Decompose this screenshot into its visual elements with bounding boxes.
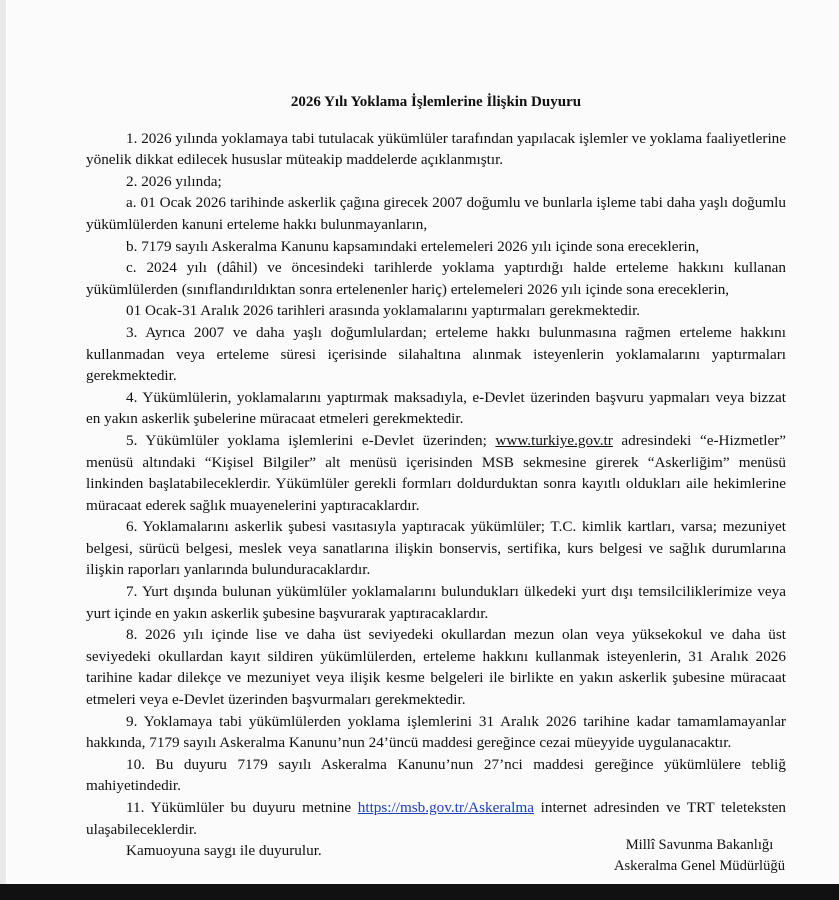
item-11-text-start: 11. Yükümlüler bu duyuru metnine bbox=[126, 799, 358, 816]
item-11-text-end: internet adresinden ve TRT teleteksten ulaşabileceklerdir. bbox=[86, 799, 786, 838]
item-5-text-start: 5. Yükümlüler yoklama işlemlerini e-Devlet üzerinden; bbox=[126, 431, 496, 449]
signature-block bbox=[614, 835, 785, 877]
item-2-conclusion: 01 Ocak-31 Aralık 2026 tarihleri arasında yoklamalarını yaptırmaları gerekmektedir. bbox=[126, 302, 641, 320]
item-11 bbox=[86, 797, 786, 840]
signature-directorate: Askeralma Genel Müdürlüğü bbox=[613, 858, 785, 874]
item-3: 3. Ayrıca 2007 ve daha yaşlı doğumlulardan; erteleme hakkı bulunmasına rağmen erteleme hakkını kullanmadan veya erteleme süresi içerisinde silahaltına alınmak isteyenlerin yoklamalarını yaptırmaları gerekmektedir. bbox=[86, 323, 786, 385]
item-5 bbox=[86, 430, 786, 516]
closing-line: Kamuoyuna saygı ile duyurulur. bbox=[126, 842, 322, 860]
page-edge bbox=[0, 0, 6, 900]
item-10: 10. Bu duyuru 7179 sayılı Askeralma Kanunu’nun 27’nci maddesi gereğince yükümlülere tebliğ mahiyetindedir. bbox=[86, 755, 786, 795]
item-7: 7. Yurt dışında bulunan yükümlüler yoklamalarını bulundukları ülkedeki yurt dışı temsilciliklerimize veya yurt içinde en yakın askerlik şubesine başvurarak yaptıracaklardır. bbox=[86, 583, 786, 622]
item-5-text-end: adresindeki “e-Hizmetler” menüsü altındaki “Kişisel Bilgiler” alt menüsü içerisinden MSB sekmesine girerek “Askerliğim” menüsü linkinden başlatabileceklerdir. Yükümlüler gerekli formları doldurduktan sonra kayıtlı oldukları aile hekimlerine müracaat ederek sağlık muayenelerini yaptıracaklardır. bbox=[86, 431, 786, 514]
item-4: 4. Yükümlülerin, yoklamalarını yaptırmak maksadıyla, e-Devlet üzerinden başvuru yapmaları veya bizzat en yakın askerlik şubelerine müracaat etmeleri gerekmektedir. bbox=[86, 388, 786, 428]
item-2c: c. 2024 yılı (dâhil) ve öncesindeki tarihlerde yoklama yaptırdığı halde erteleme hakkını kullanan yükümlülerden (sınıflandırıldıktan sonra ertelenenler hariç) ertelemeleri 2026 yılı içinde sona ereceklerin, bbox=[86, 259, 786, 298]
item-2b: b. 7179 sayılı Askeralma Kanunu kapsamındaki ertelemeleri 2026 yılı içinde sona ereceklerin, bbox=[126, 237, 700, 255]
announcement-body bbox=[86, 92, 786, 862]
msb-askeralma-link[interactable]: https://msb.gov.tr/Askeralma bbox=[357, 799, 534, 816]
document-title: 2026 Yılı Yoklama İşlemlerine İlişkin Duyuru bbox=[290, 94, 582, 110]
item-6: 6. Yoklamalarını askerlik şubesi vasıtasıyla yaptıracak yükümlüler; T.C. kimlik kartları, varsa; mezuniyet belgesi, sürücü belgesi, meslek veya sanatlarına ilişkin bonservis, sertifika, kurs belgesi ve sağlık durumlarına ilişkin raporları yanlarında bulunduracaklardır. bbox=[86, 518, 786, 579]
item-2: 2. 2026 yılında; bbox=[126, 172, 222, 190]
signature-ministry: Millî Savunma Bakanlığı bbox=[625, 837, 774, 853]
item-9: 9. Yoklamaya tabi yükümlülerden yoklama işlemlerini 31 Aralık 2026 tarihine kadar tamamlamayanlar hakkında, 7179 sayılı Askeralma Kanunu’nun 24’üncü maddesi gereğince cezai müeyyide uygulanacaktır. bbox=[86, 712, 786, 752]
turkiye-gov-link[interactable]: www.turkiye.gov.tr bbox=[495, 431, 613, 449]
item-1: 1. 2026 yılında yoklamaya tabi tutulacak yükümlüler tarafından yapılacak işlemler ve yoklama faaliyetlerine yönelik dikkat edilecek hususlar müteakip maddelerde açıklanmıştır. bbox=[86, 129, 786, 169]
screen-bottom-bar bbox=[0, 884, 839, 900]
item-2a: a. 01 Ocak 2026 tarihinde askerlik çağına girecek 2007 doğumlu ve bunlarla işleme tabi daha yaşlı doğumlu yükümlülerden kanuni erteleme hakkı bulunmayanların, bbox=[86, 194, 786, 233]
item-8: 8. 2026 yılı içinde lise ve daha üst seviyedeki okullardan mezun olan veya yüksekokul ve daha üst seviyedeki okullardan kayıt sildiren yükümlülerden, erteleme hakkını kullanmak isteyenlerin, 31 Aralık 2026 tarihine kadar dilekçe ve mezuniyet veya ilişik kesme belgeleri ile birlikte en yakın askerlik şubesine müracaat etmeleri veya e-Devlet üzerinden başvurmaları gerekmektedir. bbox=[86, 626, 786, 709]
